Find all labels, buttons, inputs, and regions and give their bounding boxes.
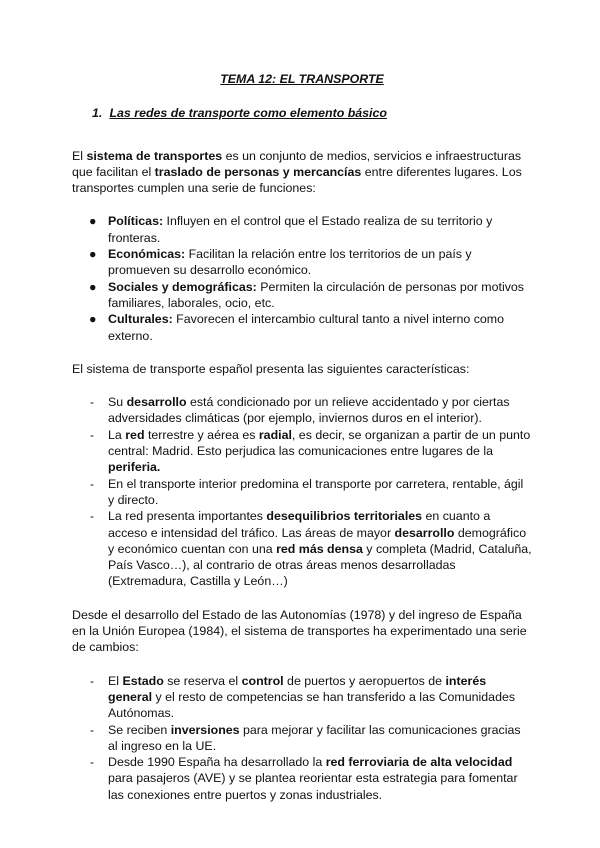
page-title: TEMA 12: EL TRANSPORTE [220, 72, 384, 86]
bullet-icon: ● [89, 312, 97, 327]
dash-icon: - [90, 476, 95, 491]
list-item: - Desde 1990 España ha desarrollado la red ferroviaria de alta velocidad para pasajeros (AVE) y se plantea reorientar esta estrategia para fomentar las conexiones entre puertos y zonas industriales. [90, 755, 518, 802]
bullet-icon: ● [89, 247, 97, 262]
functions-list [72, 213, 532, 343]
list-item: ● Culturales: Favorecen el intercambio cultural tanto a nivel interno como externo. [89, 312, 504, 343]
dash-icon: - [90, 509, 95, 524]
changes-intro-paragraph: Desde el desarrollo del Estado de las Autonomías (1978) y del ingreso de España en la Unión Europea (1984), el sistema de transportes ha experimentado una serie de cambios: [72, 607, 527, 655]
list-item: - El Estado se reserva el control de puertos y aeropuertos de interés general y el resto de competencias se han transferido a las Comunidades Autónomas. [90, 673, 516, 721]
dash-icon: - [90, 755, 95, 770]
list-item: - En el transporte interior predomina el transporte por carretera, rentable, ágil y directo. [90, 476, 524, 507]
dash-icon: - [90, 395, 95, 410]
list-item: - Se reciben inversiones para mejorar y facilitar las comunicaciones gracias al ingreso en la UE. [90, 722, 521, 753]
list-item: - La red terrestre y aérea es radial, es decir, se organizan a partir de un punto central: Madrid. Esto perjudica las comunicaciones entre lugares de la periferia. [90, 427, 531, 475]
dash-icon: - [90, 722, 95, 737]
features-list [72, 394, 532, 590]
bullet-icon: ● [89, 214, 97, 229]
list-item: ● Económicas: Facilitan la relación entre los territorios de un país y promueven su desarrollo económico. [89, 247, 472, 278]
section-title: Las redes de transporte como elemento básico [109, 106, 387, 121]
list-item: ● Políticas: Influyen en el control que el Estado realiza de su territorio y fronteras. [89, 214, 493, 245]
features-intro-paragraph: El sistema de transporte español presenta las siguientes características: [72, 361, 470, 376]
list-item: - Su desarrollo está condicionado por un relieve accidentado y por ciertas adversidades climáticas (por ejemplo, inviernos duros en el interior). [90, 395, 510, 426]
changes-list [72, 673, 532, 803]
bullet-icon: ● [89, 279, 97, 294]
document-page [72, 71, 532, 803]
dash-icon: - [90, 427, 95, 442]
intro-paragraph: El sistema de transportes es un conjunto de medios, servicios e infraestructuras que facilitan el traslado de personas y mercancías entre diferentes lugares. Los transportes cumplen una serie de funciones: [72, 148, 522, 196]
list-item: ● Sociales y demográficas: Permiten la circulación de personas por motivos familiares, laborales, ocio, etc. [89, 279, 524, 310]
dash-icon: - [90, 673, 95, 688]
section-heading [72, 105, 532, 121]
section-number: 1. [92, 106, 103, 121]
list-item: - La red presenta importantes desequilibrios territoriales en cuanto a acceso e intensidad del tráfico. Las áreas de mayor desarrollo demográfico y económico cuentan con una red más densa y completa (Madrid, Cataluña, País Vasco…), al contrario de otras áreas menos desarrolladas (Extremadura, Castilla y León…) [90, 509, 532, 589]
